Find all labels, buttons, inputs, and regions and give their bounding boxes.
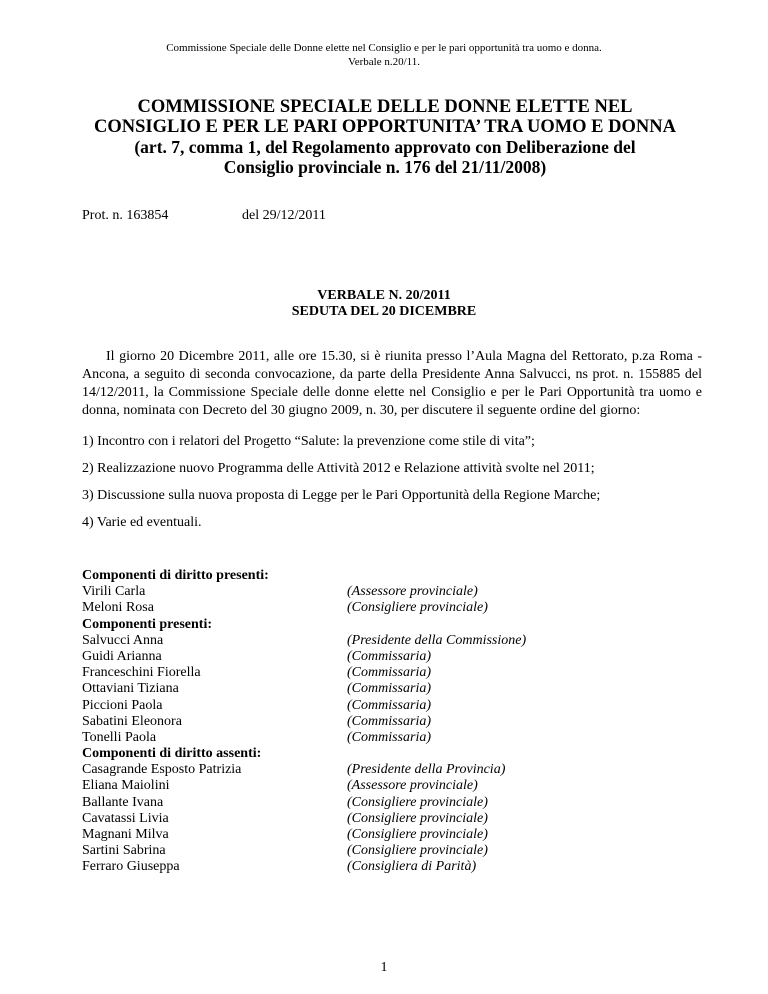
protocol-date: del 29/12/2011: [242, 208, 326, 223]
member-role: (Commissaria): [347, 713, 432, 729]
member-role: (Consigliere provinciale): [347, 810, 488, 826]
member-role: (Commissaria): [347, 729, 432, 745]
member-name: Salvucci Anna: [82, 632, 164, 648]
member-role: (Commissaria): [347, 665, 432, 681]
intro-paragraph: [82, 348, 702, 420]
running-header: [0, 41, 768, 69]
member-role: (Assessore provinciale): [347, 584, 478, 600]
member-row: [82, 730, 642, 746]
member-row: [82, 665, 642, 681]
title-line1: COMMISSIONE SPECIALE DELLE DONNE ELETTE NEL: [137, 97, 633, 117]
member-role: (Consigliera di Parità): [347, 859, 477, 875]
verbale-heading: [0, 288, 768, 320]
member-row: [82, 811, 642, 827]
agenda-item: 3) Discussione sulla nuova proposta di Legge per le Pari Opportunità della Regione Marche;: [82, 488, 601, 503]
member-row: [82, 681, 642, 697]
protocol-number: Prot. n. 163854: [82, 208, 169, 223]
member-role: (Commissaria): [347, 681, 432, 697]
member-row: [82, 778, 642, 794]
member-row: [82, 762, 642, 778]
member-name: Virili Carla: [82, 584, 146, 600]
member-role: (Assessore provinciale): [347, 778, 478, 794]
document-title: [60, 97, 710, 177]
member-name: Casagrande Esposto Patrizia: [82, 762, 242, 778]
title-line4: Consiglio provinciale n. 176 del 21/11/2008): [223, 157, 547, 177]
member-name: Eliana Maiolini: [82, 778, 170, 794]
member-name: Tonelli Paola: [82, 729, 157, 745]
member-role: (Presidente della Provincia): [347, 762, 506, 778]
member-name: Ballante Ivana: [82, 794, 164, 810]
members-list: [82, 568, 642, 876]
member-name: Ferraro Giuseppa: [82, 859, 180, 875]
member-role: (Consigliere provinciale): [347, 794, 488, 810]
member-row: [82, 827, 642, 843]
member-role: (Commissaria): [347, 648, 432, 664]
member-name: Guidi Arianna: [82, 648, 162, 664]
members-heading: Componenti presenti:: [82, 616, 213, 632]
members-heading: Componenti di diritto presenti:: [82, 568, 269, 583]
member-name: Sartini Sabrina: [82, 843, 166, 859]
member-role: (Commissaria): [347, 697, 432, 713]
member-row: [82, 843, 642, 859]
running-header-line2: Verbale n.20/11.: [348, 56, 420, 68]
verbale-title: VERBALE N. 20/2011: [317, 288, 451, 303]
agenda-item: 1) Incontro con i relatori del Progetto “Salute: la prevenzione come stile di vita”;: [82, 434, 535, 449]
member-name: Sabatini Eleonora: [82, 713, 182, 729]
intro-text: Il giorno 20 Dicembre 2011, alle ore 15.30, si è riunita presso l’Aula Magna del Rettorato, p.za Roma - Ancona, a seguito di seconda convocazione, da parte della Presidente Anna Salvucci, ns prot. n. 155885 del 14/12/2011, la Commissione Speciale delle donne elette nel Consiglio e per le Pari Opportunità tra uomo e donna, nominata con Decreto del 30 giugno 2009, n. 30, per discutere il seguente ordine del giorno:: [82, 349, 702, 418]
title-line2: CONSIGLIO E PER LE PARI OPPORTUNITA’ TRA UOMO E DONNA: [94, 117, 676, 137]
member-role: (Presidente della Commissione): [347, 632, 527, 648]
member-role: (Consigliere provinciale): [347, 600, 488, 616]
member-row: [82, 584, 642, 600]
member-name: Cavatassi Livia: [82, 810, 169, 826]
member-name: Franceschini Fiorella: [82, 665, 201, 681]
member-row: [82, 714, 642, 730]
agenda-item: 4) Varie ed eventuali.: [82, 515, 202, 530]
member-row: [82, 600, 642, 616]
member-name: Magnani Milva: [82, 827, 169, 842]
verbale-subtitle: SEDUTA DEL 20 DICEMBRE: [291, 304, 477, 319]
title-line3: (art. 7, comma 1, del Regolamento approvato con Deliberazione del: [134, 137, 636, 157]
agenda-item: 2) Realizzazione nuovo Programma delle Attività 2012 e Relazione attività svolte nel 2011;: [82, 461, 595, 476]
member-role: (Consigliere provinciale): [347, 843, 488, 859]
member-row: [82, 795, 642, 811]
member-name: Ottaviani Tiziana: [82, 681, 179, 697]
page-number: 1: [380, 960, 388, 975]
member-name: Piccioni Paola: [82, 697, 163, 713]
member-name: Meloni Rosa: [82, 600, 154, 616]
members-heading: Componenti di diritto assenti:: [82, 746, 262, 762]
member-row: [82, 649, 642, 665]
member-row: [82, 698, 642, 714]
agenda-list: [82, 433, 722, 541]
running-header-line1: Commissione Speciale delle Donne elette nel Consiglio e per le pari opportunità tra uomo e donna.: [166, 42, 602, 54]
member-row: [82, 633, 642, 649]
member-row: [82, 859, 642, 875]
member-role: (Consigliere provinciale): [347, 827, 488, 842]
